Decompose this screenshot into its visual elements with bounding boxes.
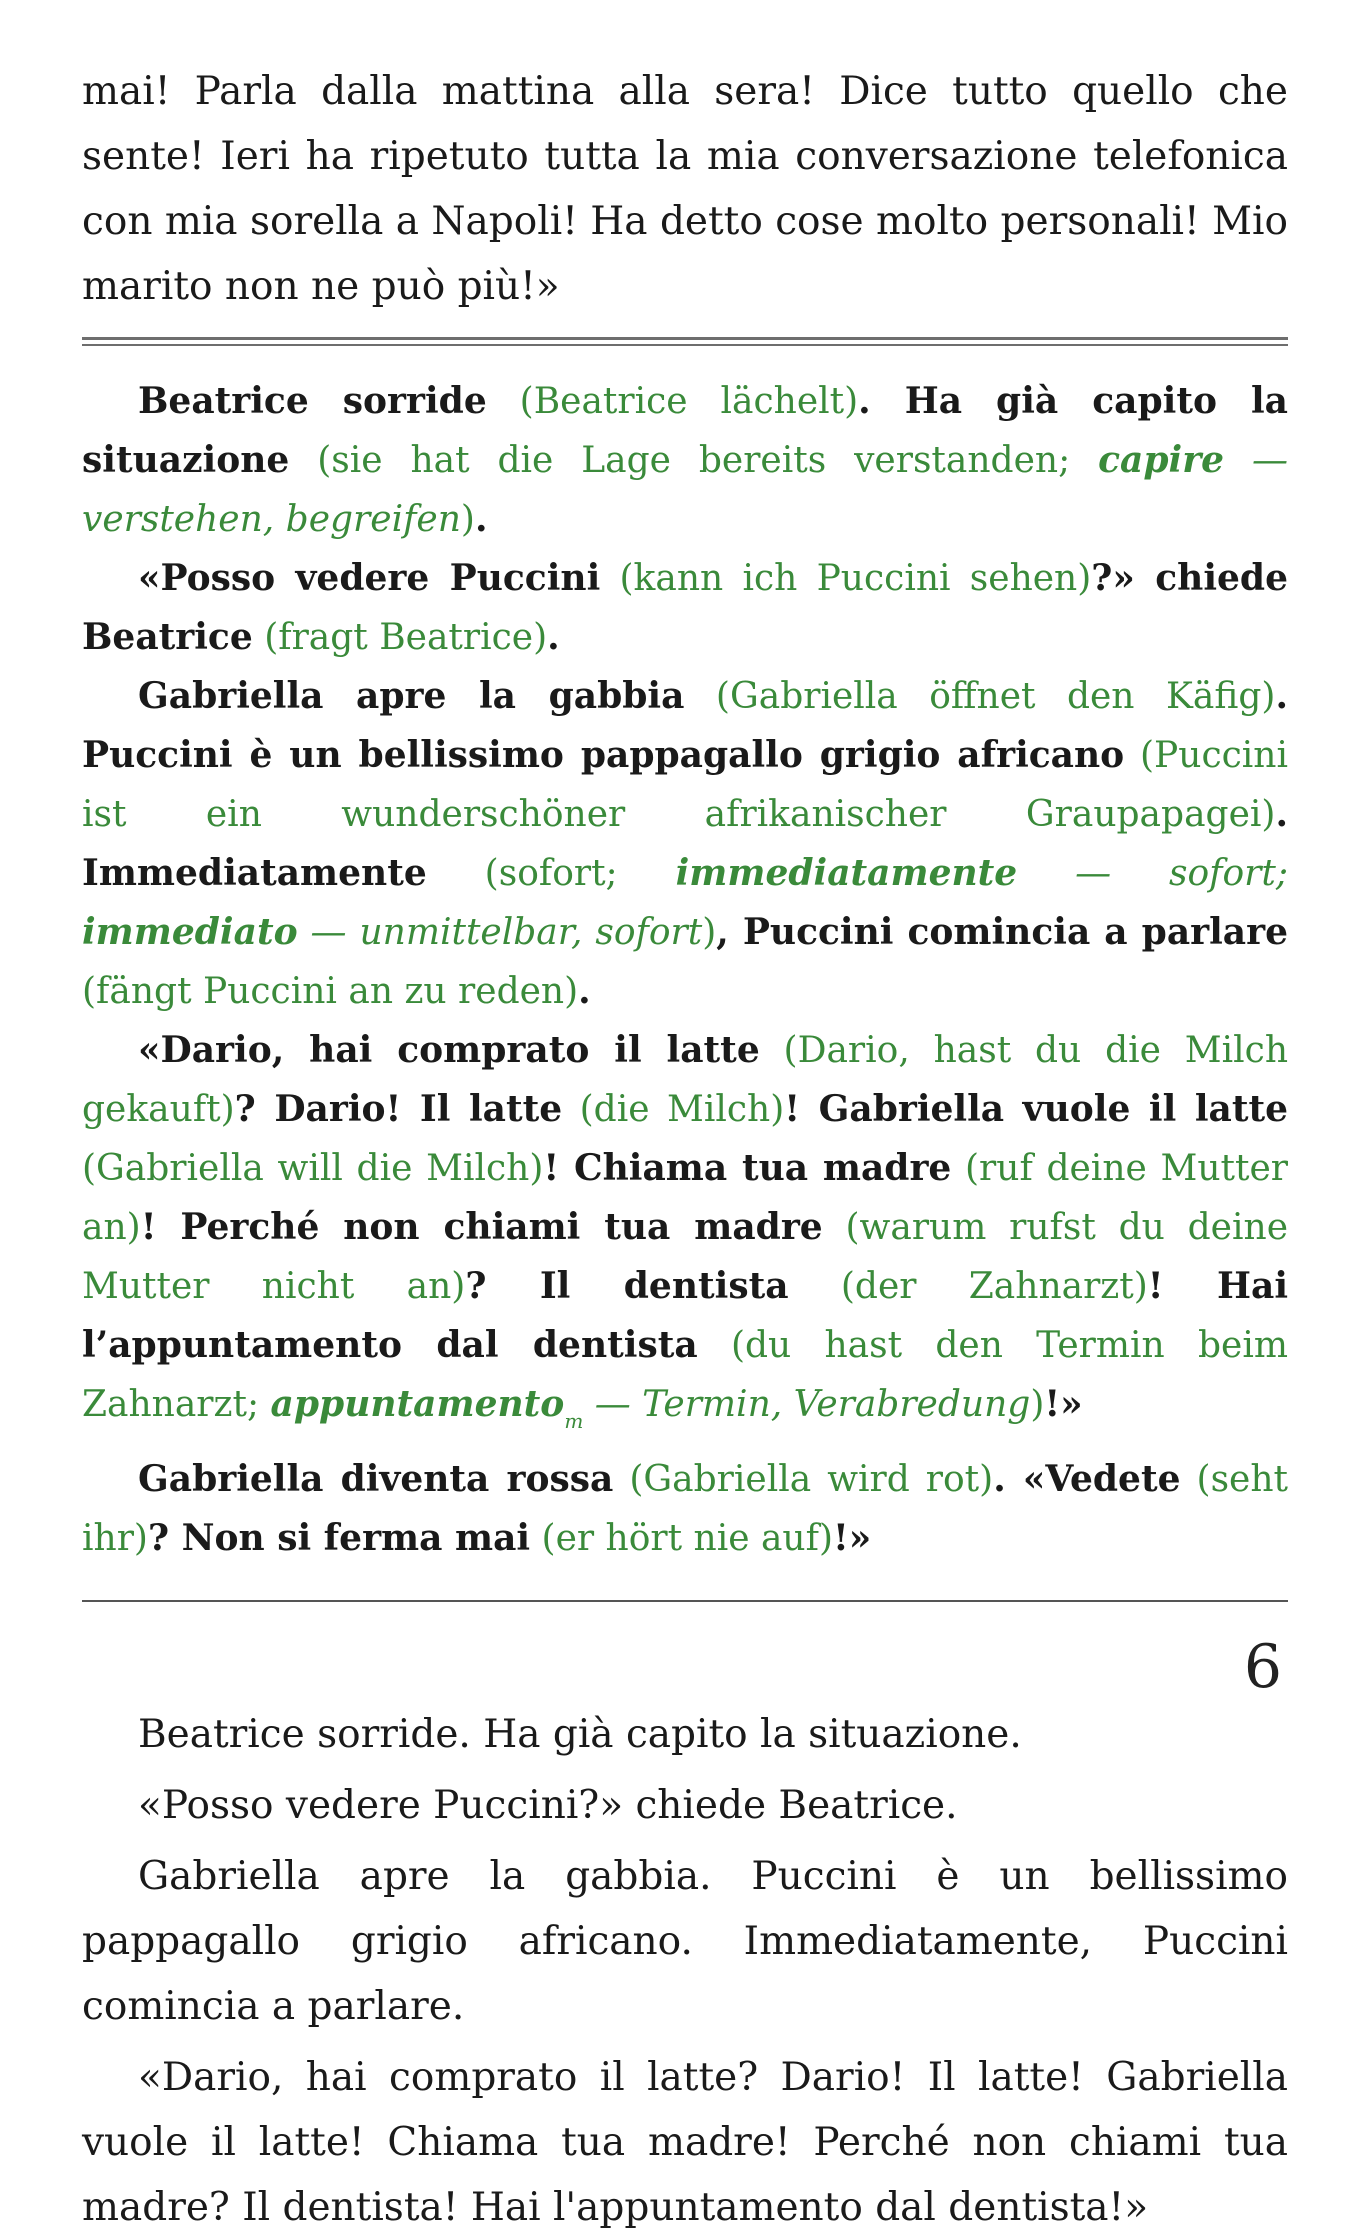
gloss-keyword: immediatamente [675,852,1018,894]
book-page [82,0,1288,2240]
italian-text: . Puccini è un bellissimo pappagallo grigio africano [82,675,1288,776]
italian-text: ! Chiama tua madre [543,1147,952,1189]
german-gloss: (Puccini ist ein wunderschöner afrikanischer Graupapagei) [82,735,1288,835]
german-gloss: (Gabriella wird rot) [613,1459,994,1500]
german-gloss: (du hast den Termin beim Zahnarzt; [82,1325,1288,1425]
italian-text: !» [1044,1383,1083,1425]
italian-text: . Immediatamente [82,793,1288,894]
german-gloss: (fängt Puccini an zu reden) [82,971,579,1012]
german-gloss: (warum rufst du deine Mutter nicht an) [82,1207,1288,1307]
italian-text: «Posso vedere Puccini [138,557,601,599]
german-gloss: (ruf deine Mutter an) [82,1148,1288,1248]
german-gloss: (kann ich Puccini sehen) [600,558,1092,599]
gloss-definition: — Termin, Verabredung [583,1384,1031,1425]
german-gloss: (fragt Beatrice) [252,617,548,658]
german-gloss: ) [1030,1384,1045,1425]
plain-paragraph-2: «Posso vedere Puccini?» chiede Beatrice. [138,1783,958,1828]
italian-text: ?» chiede Beatrice [82,557,1288,658]
german-gloss: ) [702,912,717,953]
italian-text: ? Dario! Il latte [234,1088,563,1130]
plain-paragraph-3: Gabriella apre la gabbia. Puccini è un bellissimo pappagallo grigio africano. Immediatamente, Puccini comincia a parlare. [82,1854,1288,2029]
german-gloss: (sie hat die Lage bereits verstanden; [289,440,1099,481]
german-gloss: (der Zahnarzt) [788,1266,1148,1307]
italian-text: ! Gabriella vuole il latte [784,1088,1288,1130]
italian-text: ? Non si ferma mai [147,1517,531,1559]
italian-text: ! Hai l’appuntamento dal dentista [82,1265,1289,1366]
bilingual-section [82,372,1288,1568]
italian-text: . [547,616,560,658]
german-gloss: (Dario, hast du die Milch gekauft) [82,1030,1289,1130]
german-gloss: (die Milch) [562,1089,785,1130]
double-divider [82,337,1288,346]
bilingual-paragraph-3 [82,667,1288,1021]
plain-paragraph-4: «Dario, hai comprato il latte? Dario! Il latte! Gabriella vuole il latte! Chiama tua madre! Perché non chiami tua madre? Il dentista! Hai l'appuntamento dal dentista!» [82,2055,1288,2230]
gloss-keyword: immediato [82,911,298,953]
german-gloss: (seht ihr) [82,1459,1288,1559]
german-gloss: (Beatrice lächelt) [486,381,859,422]
german-gloss: (sofort; [426,853,676,894]
italian-text: , Puccini comincia a parlare [716,911,1288,953]
italian-text: . «Vedete [993,1458,1181,1500]
gloss-keyword: appuntamento [270,1383,565,1425]
gloss-definition: — sofort; [1017,853,1288,894]
bilingual-paragraph-1 [82,372,1288,549]
italian-text: ? Il dentista [465,1265,789,1307]
chapter-number: 6 [1243,1632,1282,1702]
gloss-definition: — verstehen, begreifen [82,440,1289,540]
italian-text: «Dario, hai comprato il latte [138,1029,760,1071]
bilingual-paragraph-2 [82,549,1288,667]
italian-text: . Ha già capito la situazione [82,380,1288,481]
german-gloss: ) [460,499,475,540]
gloss-keyword: capire [1098,439,1225,481]
italian-text: ! Perché non chiami tua madre [140,1206,823,1248]
gender-marker: m [564,1409,584,1433]
italian-text: . [578,970,591,1012]
italian-text: Beatrice sorride [138,380,487,422]
section-divider [82,1600,1288,1602]
plain-paragraph-1: Beatrice sorride. Ha già capito la situazione. [138,1712,1022,1757]
italian-text: Gabriella diventa rossa [138,1458,614,1500]
bilingual-paragraph-4 [82,1021,1288,1450]
german-gloss: (Gabriella will die Milch) [82,1148,544,1189]
bilingual-paragraph-5 [82,1450,1288,1568]
gloss-definition: — unmittelbar, sofort [297,912,703,953]
italian-text: . [474,498,488,540]
italian-text: Gabriella apre la gabbia [138,675,685,717]
intro-paragraph: mai! Parla dalla mattina alla sera! Dice tutto quello che sente! Ieri ha ripetuto tutta la mia conversazione telefonica con mia sorella a Napoli! Ha detto cose molto personali! Mio marito non ne può più!» [82,69,1288,309]
italian-text: !» [832,1517,872,1559]
german-gloss: (er hört nie auf) [530,1518,833,1559]
german-gloss: (Gabriella öffnet den Käfig) [684,676,1276,717]
